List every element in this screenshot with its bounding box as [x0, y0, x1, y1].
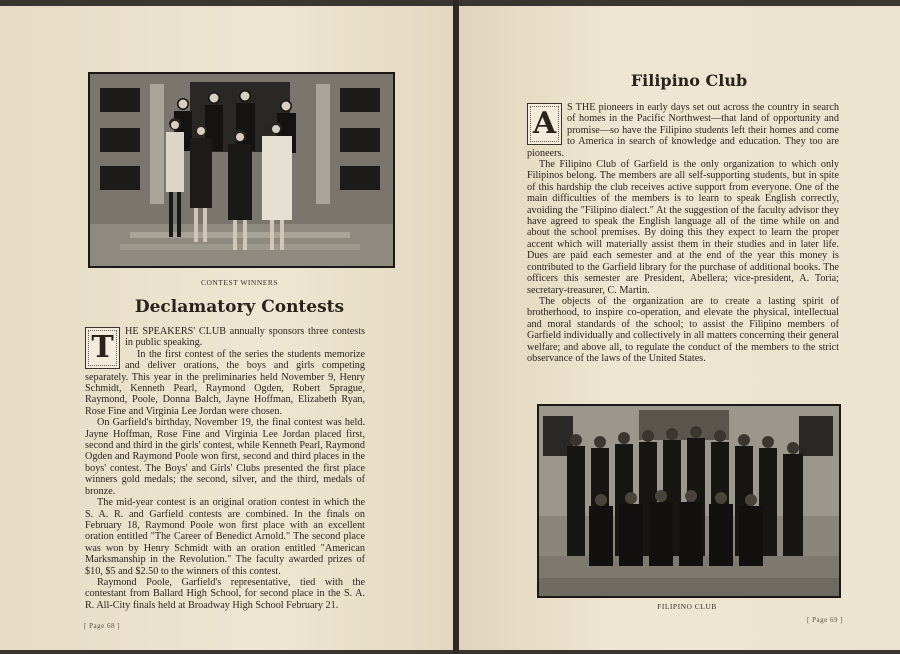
filipino-club-photo [537, 404, 841, 598]
drop-cap-a: A [527, 103, 562, 145]
paragraph: On Garfield's birthday, November 19, the final contest was held. Jayne Hoffman, Rose Fine and Virginia Lee Jordan placed first, second and third in the girls' contest, while Kenneth Pearl, Raymond Ogden and Raymond Poole won first, second and third places in the boys' contest. The Boys' and Girls' Clubs presented the first place winners gold medals; the second, silver, and the third, medals of bronze. [85, 417, 365, 497]
paragraph: Raymond Poole, Garfield's representative, tied with the contestant from Ballard High School, for second place in the S. A. R. All-City finals held at Broadway High School February 21. [85, 576, 365, 611]
paragraph: The Filipino Club of Garfield is the only organization to which only Filipinos belong. The members are all self-supporting students, but in spite of this hardship the club receives active support from everyone. One of the main difficulties of the members is to learn to speak English correctly, avoiding the "Filipino dialect." At the suggestion of the faculty advisor they have agreed to speak the English language all of the time while on and about the school premises. By doing this they expect to learn the proper accent which will materially assist them in their studies and in later life. Dues are paid each semester and at the end of the year this money is contributed to the Garfield library for the purchase of additional books. The officers this semester are President, Abellera; vice-president, A. Toria; secretary-treasurer, C. Martin. [527, 159, 839, 296]
contest-winners-photo [88, 72, 395, 268]
paragraph: The objects of the organization are to create a lasting spirit of brotherhood, to inspire co-operation, and elevate the physical, intellectual and moral standards of the school; to assist the Filipino members of Garfield individually and collectively in all matters concerning their general welfare; and above all, to regulate the conduct of the members to the strict observance of the laws of the United States. [527, 295, 839, 364]
paragraph: S THE pioneers in early days set out across the country in search of homes in the Pacific Northwest—that land of opportunity and promise—so have the Filipino students left their homes and come to America in search of knowledge and education. They too are pioneers. [527, 102, 839, 159]
photo-caption: CONTEST WINNERS [200, 278, 279, 287]
left-page [0, 6, 453, 650]
paragraph: In the first contest of the series the students memorize and deliver orations, the boys and girls competing separately. This year in the preliminaries held November 9, Henry Schmidt, Kenneth Pearl, Raymond Ogden, Robert Sprague, Raymond, Poole, Donna Balch, Jayne Hoffman, Elizabeth Ryan, Rose Fine and Virginia Lee Jordan were chosen. [85, 348, 365, 417]
page-number: [ Page 68 ] [84, 622, 121, 630]
photo-caption: FILIPINO CLUB [657, 602, 717, 611]
page-title: Filipino Club [630, 71, 748, 90]
paragraph: HE SPEAKERS' CLUB annually sponsors three contests in public speaking. [125, 326, 365, 349]
right-page [459, 6, 900, 650]
drop-cap-t: T [85, 327, 120, 369]
paragraph: The mid-year contest is an original oration contest in which the S. A. R. and Garfield contests are combined. In the finals on February 18, Raymond Poole won first place with an excellent oration entitled "The Career of Benedict Arnold." The second place was won by Henry Schmidt with an oration entitled "American Marksmanship in the Revolution." The faculty awarded prizes of $10, $5 and $2.50 to the winners of this contest. [85, 497, 365, 577]
article-body [85, 326, 365, 611]
page-number: [ Page 69 ] [807, 616, 844, 624]
page-title: Declamatory Contests [134, 297, 345, 317]
article-body [527, 102, 839, 364]
